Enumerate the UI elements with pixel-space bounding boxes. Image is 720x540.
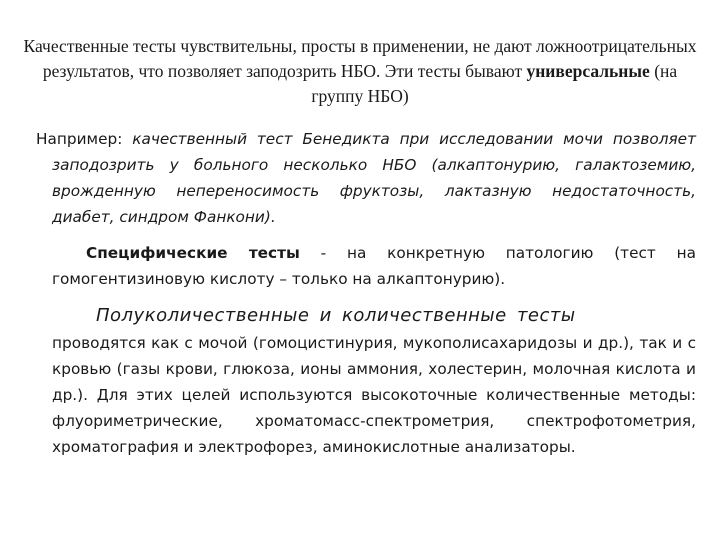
intro-bold-term: универсальные xyxy=(526,61,650,81)
example-body: качественный тест Бенедикта при исследовании мочи позволяет заподозрить у больного несколько НБО (алкаптонурию, галактоземию, врожденную непереносимость фруктозы, лактазную недостаточность, диабет, синдром Фанкони). xyxy=(52,130,696,226)
specific-tests-paragraph xyxy=(52,240,696,292)
specific-tests-term: Специфические тесты xyxy=(86,244,300,262)
example-paragraph xyxy=(36,126,696,230)
intro-text: Качественные тесты чувствительны, просты в применении, не дают ложноотрицательных результатов, что позволяет заподозрить НБО. Эти тесты бывают xyxy=(23,36,697,81)
intro-text-end: (на группу НБО) xyxy=(311,61,678,106)
quantitative-tests-paragraph: проводятся как с мочой (гомоцистинурия, мукополисахаридозы и др.), так и с кровью (газы крови, глюкоза, ионы аммония, холестерин, молочная кислота и др.). Для этих целей используются высокоточные количественные методы: флуориметрические, хроматомасс-спектрометрия, спектрофотометрия, хроматография и электрофорез, аминокислотные анализаторы. xyxy=(52,334,696,456)
specific-tests-text: - на конкретную патологию (тест на гомогентизиновую кислоту – только на алкаптонурию). xyxy=(52,244,696,288)
intro-paragraph xyxy=(20,34,700,109)
quantitative-tests-heading: Полуколичественные и количественные тесты xyxy=(96,305,576,326)
example-lead: Например: xyxy=(36,130,133,148)
